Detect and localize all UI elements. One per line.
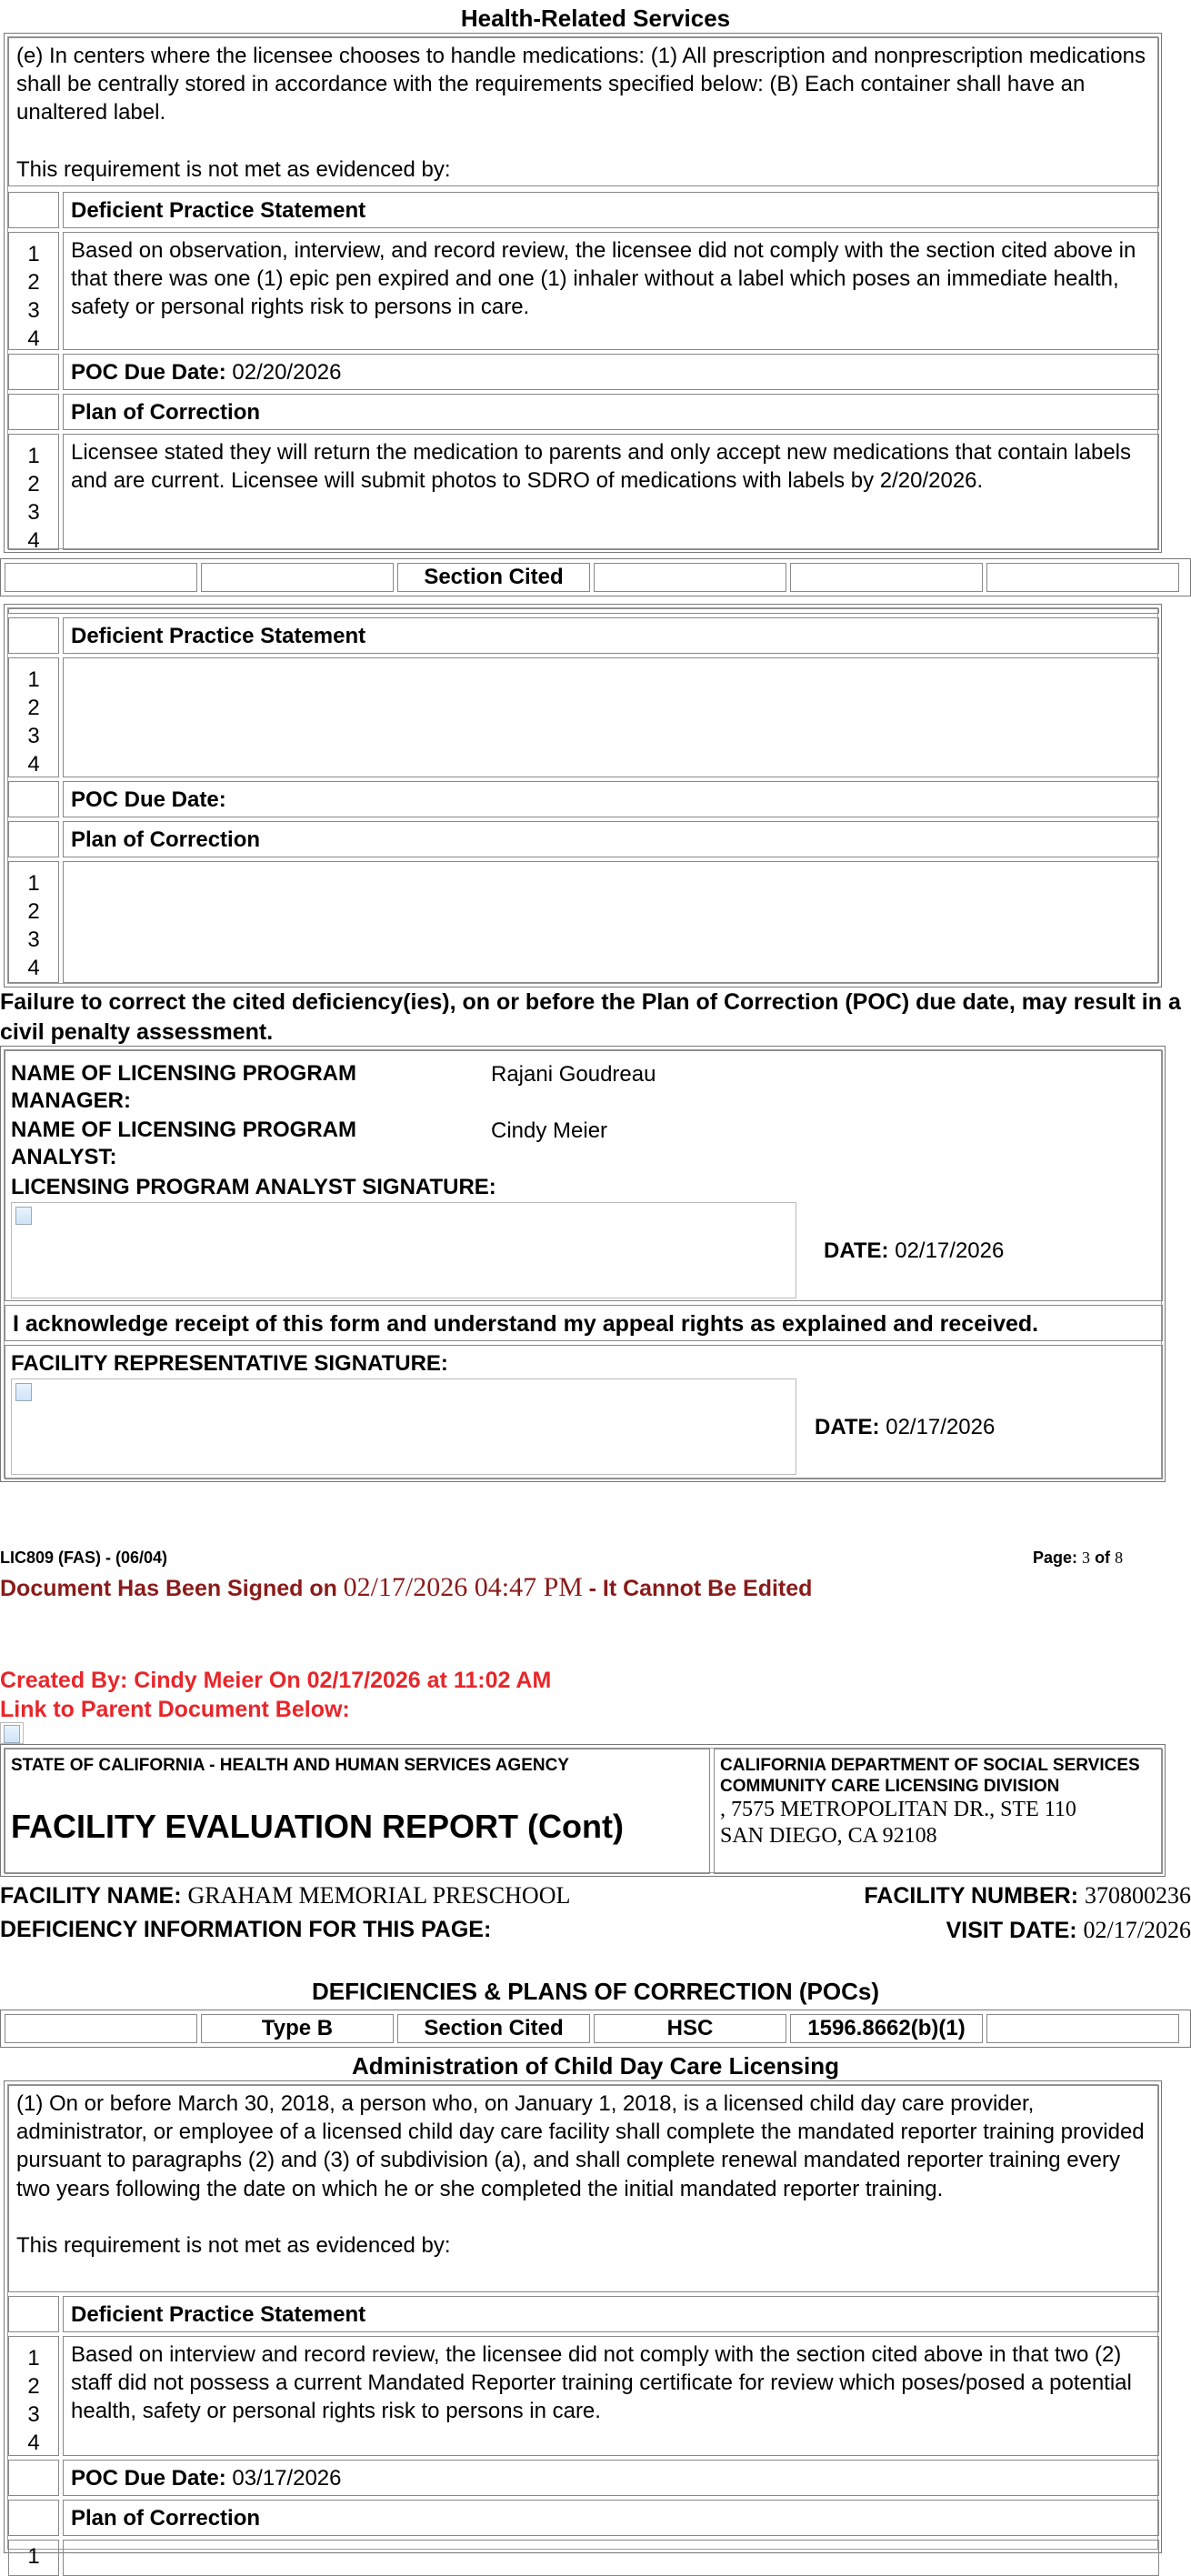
line-number: 2 (27, 899, 40, 924)
acknowledge-statement: I acknowledge receipt of this form and understand my appeal rights as explained and received. (5, 1305, 1163, 1341)
poc-due-label: POC Due Date: (71, 360, 226, 385)
analyst-label: NAME OF LICENSING PROGRAM ANALYST: (11, 1118, 357, 1169)
line-number: 1 (27, 2346, 40, 2371)
analyst-name: Cindy Meier (491, 1118, 608, 1143)
facility-signature-label: FACILITY REPRESENTATIVE SIGNATURE: (11, 1351, 448, 1376)
line-number: 4 (27, 2431, 40, 2455)
poc-due-label: POC Due Date: (71, 2466, 226, 2491)
regulation-body: (1) On or before March 30, 2018, a person who, on January 1, 2018, is a licensed child day care provider, administrator, or employee of a licensed child day care facility shall complete the mandated reporter training provided pursuant to paragraphs (2) and (3) of subdivision (a), and shall complete renewal mandated reporter training every two years following the date on which he or she completed the initial mandated reporter training. (16, 2091, 1145, 2201)
section-header: Health-Related Services (460, 5, 731, 32)
not-met-statement: This requirement is not met as evidenced by: (16, 156, 451, 182)
date-value: 02/17/2026 (895, 1238, 1005, 1263)
department-name: CALIFORNIA DEPARTMENT OF SOCIAL SERVICES (720, 1756, 1140, 1775)
blank-cell (8, 781, 59, 817)
form-id: LIC809 (FAS) - (06/04) (0, 1549, 168, 1567)
poc-label: Plan of Correction (63, 2500, 1159, 2536)
line-numbers (8, 434, 59, 553)
visit-date-value: 02/17/2026 (1083, 1917, 1191, 1943)
line-numbers (8, 2540, 59, 2576)
civil-penalty-warning: Failure to correct the cited deficiency(ies), on or before the Plan of Correction (POC) due date, may result in a civil penalty assessment. (0, 989, 1181, 1045)
line-number: 2 (27, 696, 40, 720)
line-number: 3 (27, 927, 40, 952)
facility-number-value: 370800236 (1085, 1882, 1191, 1909)
cite-code: HSC (594, 2014, 786, 2043)
cite-section-cited: Section Cited (397, 563, 590, 592)
blank-cell (8, 617, 59, 654)
analyst-date (824, 1237, 1004, 1265)
line-number: 3 (27, 500, 40, 525)
form-footer (0, 1548, 1191, 1571)
cite-cell (5, 563, 197, 592)
regulation-text (8, 37, 1159, 186)
dps-text-empty (63, 657, 1159, 777)
not-met-statement: This requirement is not met as evidenced by: (16, 2232, 451, 2258)
line-number: 3 (27, 724, 40, 748)
blank-cell (8, 2460, 59, 2496)
agency-name: STATE OF CALIFORNIA - HEALTH AND HUMAN SERVICES AGENCY (11, 1756, 569, 1775)
facility-signature-image (11, 1378, 796, 1475)
date-value: 02/17/2026 (886, 1415, 996, 1439)
parent-document-link[interactable] (0, 1722, 24, 1744)
line-numbers (8, 232, 59, 350)
broken-image-icon (15, 1383, 32, 1401)
deficiency-info-label: DEFICIENCY INFORMATION FOR THIS PAGE: (0, 1917, 492, 1942)
report-header (0, 1744, 1166, 1877)
line-numbers (8, 2336, 59, 2456)
line-number: 1 (27, 242, 40, 266)
analyst-signature-label: LICENSING PROGRAM ANALYST SIGNATURE: (11, 1175, 496, 1199)
dps-label: Deficient Practice Statement (63, 2296, 1159, 2332)
manager-name: Rajani Goudreau (491, 1062, 656, 1087)
facility-number (864, 1880, 1191, 1911)
cite-cell (790, 563, 983, 592)
poc-label: Plan of Correction (63, 394, 1159, 430)
line-number: 1 (27, 667, 40, 692)
line-numbers (8, 861, 59, 983)
facility-date (815, 1413, 995, 1441)
regulation-text-empty (8, 608, 1159, 614)
division-name: COMMUNITY CARE LICENSING DIVISION (720, 1777, 1060, 1796)
visit-info-row (0, 1915, 1191, 1948)
facility-name-label: FACILITY NAME: (0, 1883, 182, 1909)
signature-section (0, 1046, 1166, 1482)
agency-cell (5, 1749, 710, 1874)
poc-due-date (63, 354, 1159, 390)
broken-image-icon (4, 1725, 20, 1743)
dps-text: Based on interview and record review, the licensee did not comply with the section cited above in that two (2) staff did not possess a current Mandated Reporter training certificate for review which poses/posed a potential health, safety or personal rights risk to persons in care. (63, 2336, 1159, 2456)
signed-suffix: - It Cannot Be Edited (588, 1576, 813, 1601)
page-number: 3 (1082, 1549, 1091, 1567)
cite-cell (986, 563, 1179, 592)
line-number: 3 (27, 298, 40, 323)
line-number: 1 (27, 2544, 40, 2569)
line-number: 1 (27, 444, 40, 468)
line-number: 4 (27, 528, 40, 553)
page-label: Page: (1033, 1549, 1078, 1567)
created-by: Created By: Cindy Meier On 02/17/2026 at 11:02 AM (0, 1668, 552, 1693)
cite-cell (201, 563, 394, 592)
line-number: 2 (27, 2374, 40, 2399)
of-label: of (1095, 1549, 1111, 1567)
deficiency-block-2 (4, 604, 1162, 987)
signed-datetime: 02/17/2026 04:47 PM (343, 1572, 583, 1602)
date-label: DATE: (815, 1415, 880, 1439)
report-title: FACILITY EVALUATION REPORT (Cont) (11, 1808, 624, 1845)
poc-due-date (63, 2460, 1159, 2496)
blank-cell (8, 394, 59, 430)
facility-signature-box (5, 1345, 1163, 1479)
cite-section-cited: Section Cited (397, 2014, 590, 2043)
cite-section-number: 1596.8662(b)(1) (790, 2014, 983, 2043)
blank-cell (8, 821, 59, 857)
line-number: 3 (27, 2402, 40, 2427)
cite-row (0, 2010, 1191, 2048)
cite-cell (986, 2014, 1179, 2043)
cite-type: Type B (201, 2014, 394, 2043)
dps-label: Deficient Practice Statement (63, 192, 1159, 228)
deficiencies-header: DEFICIENCIES & PLANS OF CORRECTION (POCs) (311, 1978, 880, 2005)
poc-label: Plan of Correction (63, 821, 1159, 857)
facility-name (0, 1880, 570, 1911)
line-number: 1 (27, 871, 40, 896)
page-indicator (1033, 1548, 1123, 1569)
analyst-signature-box (5, 1050, 1163, 1301)
deficiency-block-1 (4, 33, 1162, 553)
dps-text: Based on observation, interview, and record review, the licensee did not comply with the section cited above in that there was one (1) epic pen expired and one (1) inhaler without a label which poses an immediate health, safety or personal rights risk to persons in care. (63, 232, 1159, 350)
department-cell (714, 1749, 1163, 1874)
broken-image-icon (15, 1207, 32, 1225)
poc-due-label: POC Due Date: (63, 781, 1159, 817)
line-number: 4 (27, 326, 40, 351)
signed-notice (0, 1569, 1191, 1606)
page-total: 8 (1115, 1549, 1124, 1567)
address-line-2: SAN DIEGO, CA 92108 (720, 1824, 937, 1848)
deficiency-block-3 (4, 2080, 1162, 2569)
regulation-body: (e) In centers where the licensee chooses to handle medications: (1) All prescription and nonprescription medications shall be centrally stored in accordance with the requirements specified below: (B) Each container shall have an unaltered label. (16, 44, 1146, 125)
signed-prefix: Document Has Been Signed on (0, 1576, 337, 1601)
poc-due-value: 03/17/2026 (232, 2466, 342, 2491)
manager-label: NAME OF LICENSING PROGRAM MANAGER: (11, 1061, 357, 1113)
analyst-signature-image (11, 1202, 796, 1298)
link-parent-label[interactable]: Link to Parent Document Below: (0, 1697, 350, 1722)
visit-date (946, 1915, 1191, 1946)
blank-cell (8, 354, 59, 390)
line-numbers (8, 657, 59, 777)
line-number: 4 (27, 956, 40, 980)
line-number: 2 (27, 472, 40, 496)
cite-cell (594, 563, 786, 592)
line-number: 2 (27, 270, 40, 295)
address-line-1: , 7575 METROPOLITAN DR., STE 110 (720, 1798, 1076, 1821)
cite-row (0, 558, 1191, 596)
facility-number-label: FACILITY NUMBER: (864, 1883, 1079, 1909)
poc-text-empty (63, 861, 1159, 983)
blank-cell (8, 2296, 59, 2332)
blank-cell (8, 2500, 59, 2536)
dps-label: Deficient Practice Statement (63, 617, 1159, 654)
poc-text-cut (63, 2540, 1159, 2576)
facility-name-value: GRAHAM MEMORIAL PRESCHOOL (187, 1882, 571, 1909)
visit-date-label: VISIT DATE: (946, 1918, 1077, 1943)
cite-cell (5, 2014, 197, 2043)
facility-info-row (0, 1880, 1191, 1913)
regulation-text (8, 2085, 1159, 2292)
date-label: DATE: (824, 1238, 889, 1263)
poc-due-value: 02/20/2026 (232, 360, 342, 385)
line-number: 4 (27, 752, 40, 777)
section-header: Administration of Child Day Care Licensing (352, 2052, 839, 2080)
poc-text: Licensee stated they will return the medication to parents and only accept new medications that contain labels and are current. Licensee will submit photos to SDRO of medications with labels by 2/20/2026. (63, 434, 1159, 550)
blank-cell (8, 192, 59, 228)
